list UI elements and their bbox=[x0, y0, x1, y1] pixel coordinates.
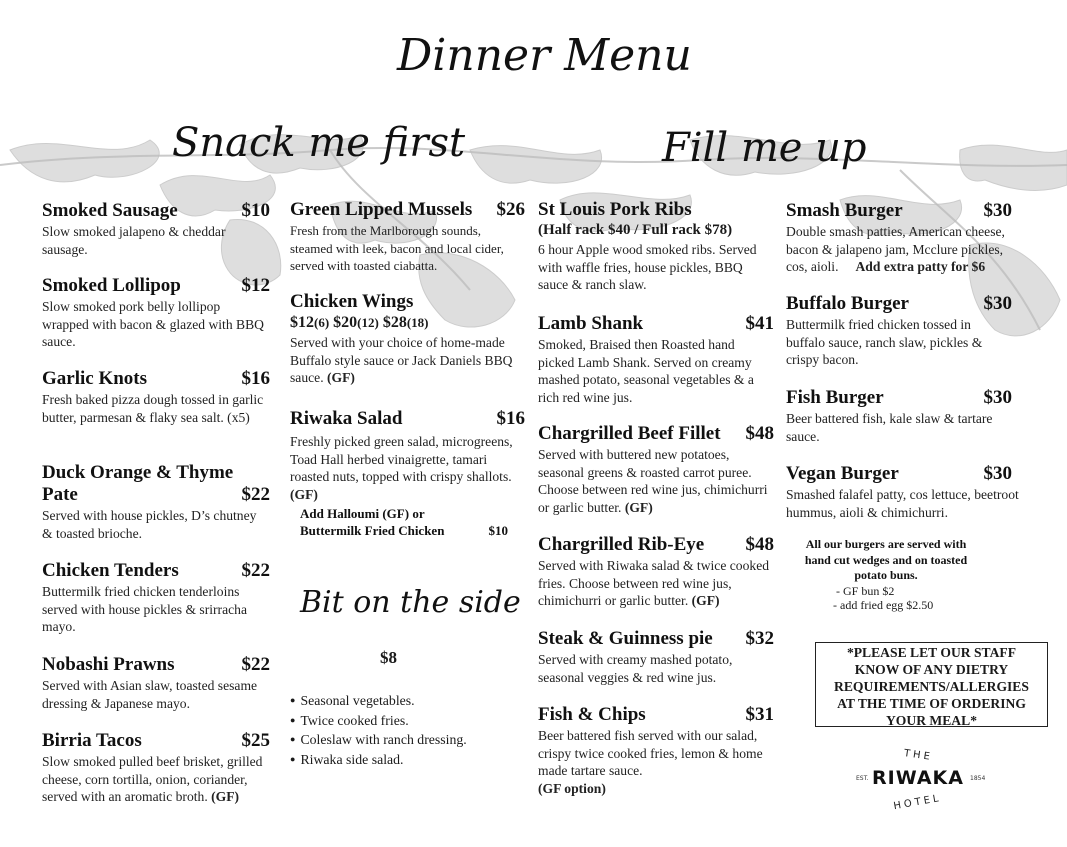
item-description: Double smash patties, American cheese, bacon & jalapeno jam, Mcclure pickles, cos, aioli. bbox=[786, 224, 1005, 274]
item-price: $31 bbox=[745, 704, 774, 725]
item-name: Birria Tacos bbox=[42, 730, 142, 751]
gf-tag: (GF) bbox=[691, 593, 720, 608]
side-item: ● Coleslaw with ranch dressing. bbox=[290, 731, 525, 751]
item-price: $30 bbox=[983, 463, 1012, 484]
logo-year-text: 1854 bbox=[970, 775, 986, 782]
menu-item bbox=[290, 408, 525, 539]
item-name: Smash Burger bbox=[786, 200, 903, 221]
menu-item bbox=[538, 534, 774, 610]
menu-item bbox=[290, 199, 525, 275]
dinner-menu-title: Dinner Menu bbox=[397, 30, 692, 81]
sides-list-block bbox=[290, 692, 525, 770]
item-description: Beer battered fish served with our salad, crispy twice cooked fries, lemon & home made tartare sauce. bbox=[538, 728, 763, 778]
logo-the-text: THE bbox=[903, 748, 934, 763]
wings-price-6: $12 bbox=[290, 314, 314, 331]
item-description: Served with house pickles, D’s chutney & toasted brioche. bbox=[42, 508, 257, 541]
addon-line-2: Buttermilk Fried Chicken bbox=[300, 523, 445, 538]
notice-line: *PLEASE LET OUR STAFF bbox=[846, 645, 1017, 660]
item-description: Buttermilk fried chicken tossed in buffalo sauce, ranch slaw, pickles & crispy bacon. bbox=[786, 317, 983, 367]
item-description: Served with your choice of home-made Buffalo style sauce or Jack Daniels BBQ sauce. bbox=[290, 335, 513, 385]
wings-qty-18: (18) bbox=[406, 315, 429, 330]
item-price: $22 bbox=[241, 654, 270, 675]
item-name: Buffalo Burger bbox=[786, 293, 909, 314]
menu-item bbox=[290, 291, 525, 387]
item-name-line2: Pate bbox=[42, 484, 78, 505]
item-name: Vegan Burger bbox=[786, 463, 899, 484]
menu-item bbox=[42, 654, 270, 712]
wings-price-18: $28 bbox=[382, 314, 407, 331]
menu-item bbox=[42, 275, 270, 351]
item-price: $26 bbox=[496, 199, 525, 220]
sides-list bbox=[290, 692, 525, 770]
gf-bun-note: - GF bun $2 bbox=[836, 583, 895, 598]
menu-item bbox=[538, 628, 774, 686]
bit-on-the-side-heading: Bit on the side bbox=[300, 585, 521, 620]
item-description: Served with Asian slaw, toasted sesame dressing & Japanese mayo. bbox=[42, 678, 258, 711]
item-name: Garlic Knots bbox=[42, 368, 148, 389]
item-price: $22 bbox=[241, 560, 270, 581]
menu-item bbox=[538, 704, 774, 797]
ribs-prices: (Half rack $40 / Full rack $78) bbox=[538, 222, 733, 238]
item-price: $16 bbox=[241, 368, 270, 389]
item-price: $30 bbox=[983, 387, 1012, 408]
item-price: $30 bbox=[983, 293, 1012, 314]
menu-item bbox=[42, 462, 270, 542]
wings-qty-12: (12) bbox=[357, 315, 379, 330]
menu-item bbox=[538, 199, 774, 294]
gf-tag: (GF) bbox=[624, 499, 653, 515]
item-name: Lamb Shank bbox=[538, 313, 644, 334]
item-price: $41 bbox=[745, 313, 774, 334]
item-description: Fresh baked pizza dough tossed in garlic butter, parmesan & flaky sea salt. (x5) bbox=[42, 392, 264, 425]
notice-line: REQUIREMENTS/ALLERGIES bbox=[834, 679, 1029, 694]
gf-tag: (GF option) bbox=[538, 780, 606, 796]
notice-line: AT THE TIME OF ORDERING bbox=[837, 696, 1026, 711]
allergy-notice bbox=[815, 642, 1048, 727]
logo-riwaka-text: RIWAKA bbox=[872, 767, 964, 789]
item-description: Smashed falafel patty, cos lettuce, beetroot hummus, aioli & chimichurri. bbox=[786, 487, 1019, 520]
side-item: ● Seasonal vegetables. bbox=[290, 692, 525, 712]
item-price: $30 bbox=[983, 200, 1012, 221]
item-price: $48 bbox=[745, 534, 774, 555]
addon-price: $10 bbox=[488, 523, 508, 538]
logo-est-text: EST. bbox=[856, 775, 869, 782]
item-name: Green Lipped Mussels bbox=[290, 199, 473, 220]
menu-item bbox=[786, 387, 1012, 445]
gf-tag: (GF) bbox=[327, 370, 355, 385]
item-description: Served with Riwaka salad & twice cooked fries. Choose between red wine jus, chimichurri or garlic butter. bbox=[538, 558, 770, 608]
item-name: Fish & Chips bbox=[538, 704, 646, 725]
item-description: Smoked, Braised then Roasted hand picked Lamb Shank. Served on creamy mashed potato, seasonal vegetables & a rich red wine jus. bbox=[538, 337, 754, 405]
menu-item bbox=[42, 200, 270, 258]
item-description: Slow smoked pulled beef brisket, grilled cheese, corn tortilla, onion, coriander, served with an aromatic broth. bbox=[42, 754, 263, 804]
burger-note-line: hand cut wedges and on toasted bbox=[804, 552, 968, 567]
item-name: Riwaka Salad bbox=[290, 408, 403, 429]
side-price-value: $8 bbox=[380, 648, 397, 667]
item-name: Chargrilled Rib-Eye bbox=[538, 534, 705, 555]
fried-egg-note: - add fried egg $2.50 bbox=[833, 598, 934, 612]
item-name: Chargrilled Beef Fillet bbox=[538, 423, 721, 444]
item-description: Slow smoked pork belly lollipop wrapped with bacon & glazed with BBQ sauce. bbox=[42, 299, 264, 349]
menu-item bbox=[42, 560, 270, 636]
item-description: 6 hour Apple wood smoked ribs. Served with waffle fries, house pickles, BBQ sauce & ranch slaw. bbox=[538, 242, 757, 292]
notice-line: KNOW OF ANY DIETRY bbox=[854, 662, 1009, 677]
side-price bbox=[380, 648, 397, 668]
menu-item bbox=[786, 463, 1019, 521]
wings-qty-6: (6) bbox=[314, 315, 330, 330]
item-name: Fish Burger bbox=[786, 387, 884, 408]
item-price: $12 bbox=[241, 275, 270, 296]
item-name: Chicken Wings bbox=[290, 291, 414, 312]
item-description: Slow smoked jalapeno & cheddar sausage. bbox=[42, 224, 226, 257]
menu-item bbox=[786, 200, 1012, 276]
item-description: Buttermilk fried chicken tenderloins served with house pickles & srirracha mayo. bbox=[42, 584, 247, 634]
addon-line-1: Add Halloumi (GF) or bbox=[300, 506, 425, 521]
menu-item bbox=[786, 293, 1012, 369]
item-name: St Louis Pork Ribs bbox=[538, 199, 692, 220]
burger-note-line: potato buns. bbox=[854, 568, 918, 582]
extra-patty-note: Add extra patty for $6 bbox=[855, 259, 986, 274]
item-name: Smoked Lollipop bbox=[42, 275, 181, 296]
burger-note-line: All our burgers are served with bbox=[805, 537, 967, 551]
notice-line: YOUR MEAL* bbox=[885, 713, 977, 728]
menu-item bbox=[42, 730, 270, 806]
item-description: Freshly picked green salad, microgreens, Toad Hall herbed vinaigrette, tamari roasted nuts, topped with crispy shallots. bbox=[290, 434, 513, 484]
side-item: ● Riwaka side salad. bbox=[290, 751, 525, 771]
item-price: $25 bbox=[241, 730, 270, 751]
fill-me-up-heading: Fill me up bbox=[662, 125, 867, 171]
gf-tag: (GF) bbox=[290, 486, 318, 502]
menu-item bbox=[538, 313, 774, 406]
wings-prices bbox=[290, 313, 525, 333]
item-price: $48 bbox=[745, 423, 774, 444]
item-price: $22 bbox=[241, 484, 270, 505]
item-name: Chicken Tenders bbox=[42, 560, 179, 581]
menu-item bbox=[42, 368, 270, 426]
logo-hotel-text: HOTEL bbox=[892, 792, 943, 813]
salad-addon bbox=[290, 505, 525, 539]
riwaka-hotel-logo bbox=[848, 745, 988, 825]
burger-note bbox=[786, 537, 986, 613]
side-item: ● Twice cooked fries. bbox=[290, 712, 525, 732]
gf-tag: (GF) bbox=[211, 789, 240, 804]
item-description: Served with creamy mashed potato, seasonal veggies & red wine jus. bbox=[538, 652, 733, 685]
item-name: Smoked Sausage bbox=[42, 200, 178, 221]
item-description: Served with buttered new potatoes, seasonal greens & roasted carrot puree. Choose between red wine jus, chimichurri or garlic butter. bbox=[538, 447, 768, 515]
item-description: Fresh from the Marlborough sounds, steamed with leek, bacon and local cider, served with toasted ciabatta. bbox=[290, 223, 504, 273]
menu-item bbox=[538, 423, 774, 516]
item-description: Beer battered fish, kale slaw & tartare sauce. bbox=[786, 411, 993, 444]
item-name: Nobashi Prawns bbox=[42, 654, 175, 675]
wings-price-12: $20 bbox=[333, 314, 358, 331]
item-name: Steak & Guinness pie bbox=[538, 628, 713, 649]
item-price: $10 bbox=[241, 200, 270, 221]
item-name: Duck Orange & Thyme bbox=[42, 462, 234, 483]
item-price: $32 bbox=[745, 628, 774, 649]
snack-me-first-heading: Snack me first bbox=[172, 120, 466, 166]
item-price: $16 bbox=[496, 408, 525, 429]
